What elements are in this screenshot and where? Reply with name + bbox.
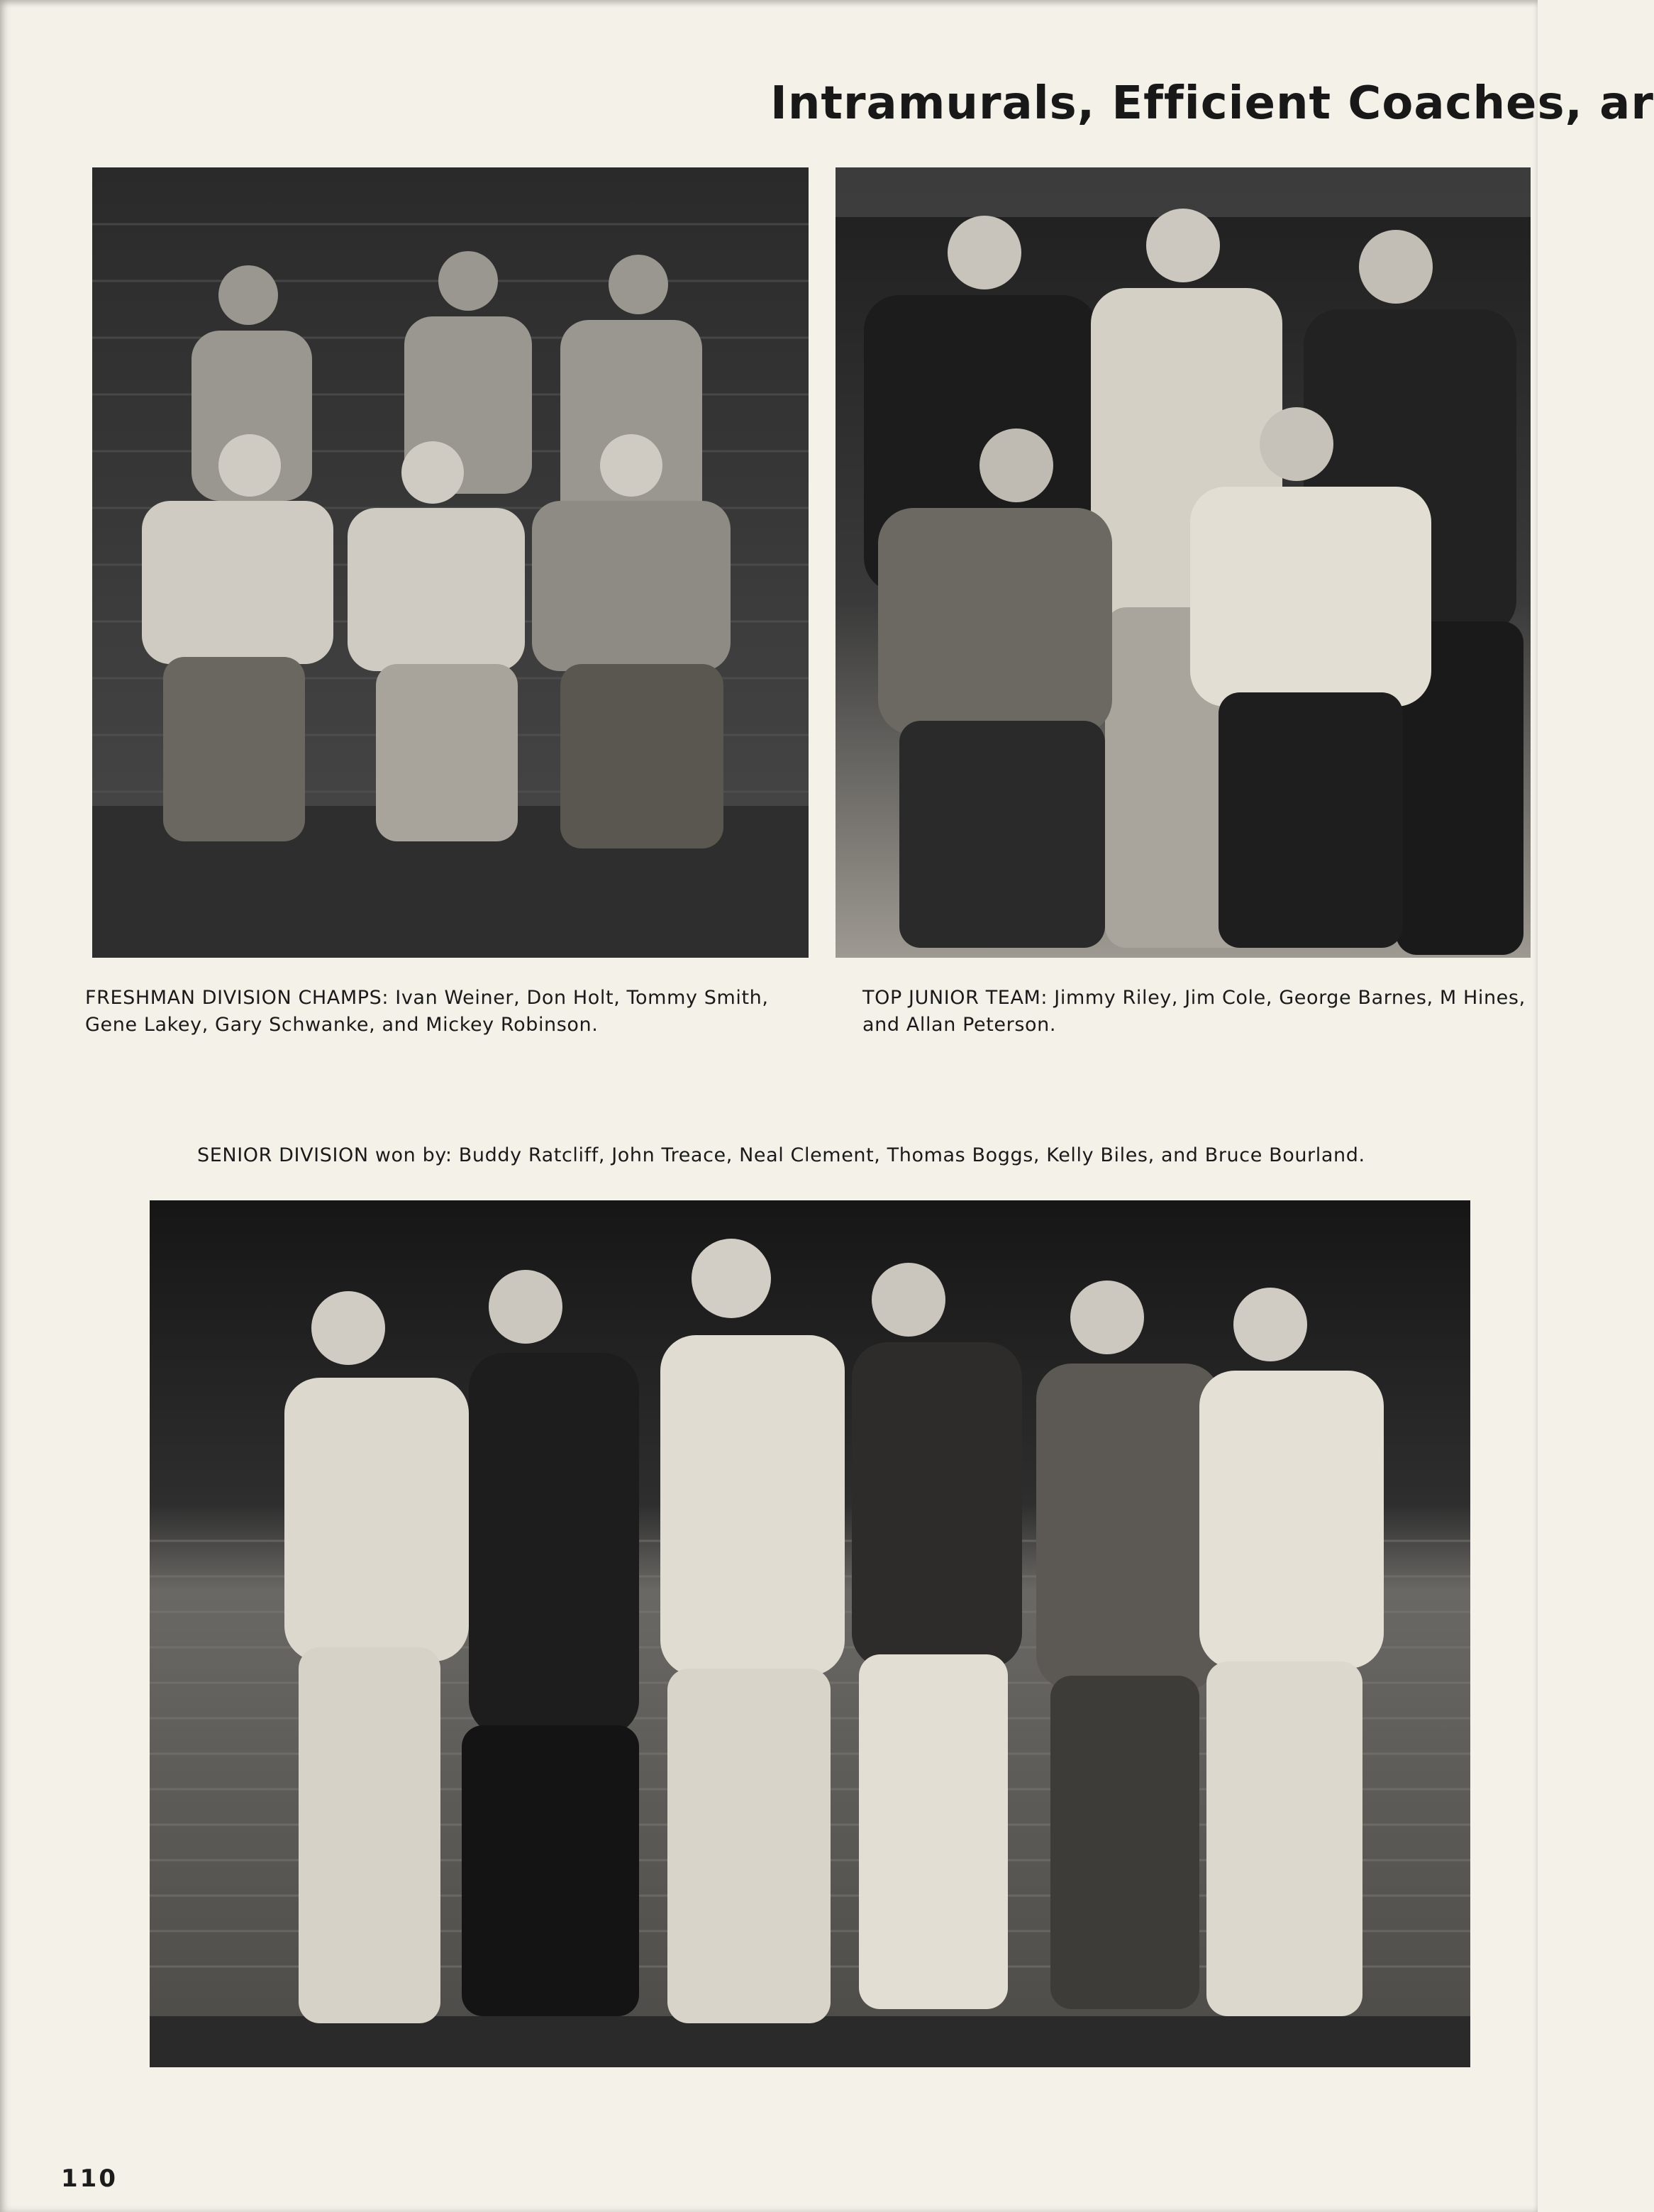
freshman-team-photo xyxy=(92,167,809,958)
junior-team-photo xyxy=(836,167,1531,958)
page-title: Intramurals, Efficient Coaches, ar xyxy=(770,77,1654,130)
freshman-caption: FRESHMAN DIVISION CHAMPS: Ivan Weiner, Don Holt, Tommy Smith, Gene Lakey, Gary Schwanke, and Mickey Robinson. xyxy=(85,987,769,1036)
junior-caption: TOP JUNIOR TEAM: Jimmy Riley, Jim Cole, George Barnes, M Hines, and Allan Peterson. xyxy=(862,987,1526,1036)
page-number: 110 xyxy=(61,2164,118,2193)
senior-team-photo xyxy=(150,1200,1470,2067)
senior-caption: SENIOR DIVISION won by: Buddy Ratcliff, John Treace, Neal Clement, Thomas Boggs, Kelly Biles, and Bruce Bourland. xyxy=(197,1144,1365,1166)
